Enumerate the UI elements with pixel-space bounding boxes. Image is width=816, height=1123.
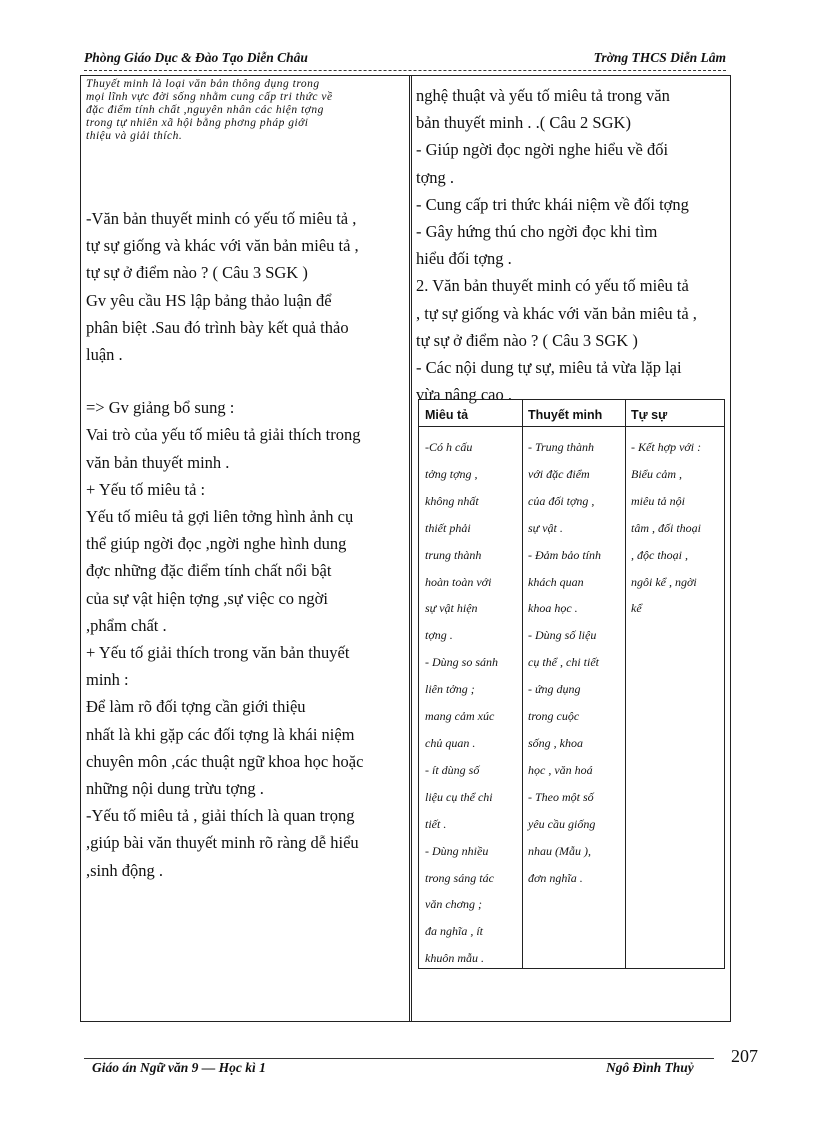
intro-line: trong tự nhiên xã hội bằng phơng pháp giới <box>86 117 309 129</box>
table-cell-line: liệu cụ thể chi <box>425 789 493 804</box>
text-line: đợc những đặc điểm tính chất nổi bật <box>86 561 332 581</box>
table-cell-line: với đặc điểm <box>528 466 590 481</box>
table-cell-line: - Đảm bảo tính <box>528 547 601 562</box>
table-cell-line: tợng . <box>425 628 453 643</box>
table-header-exposition: Thuyết minh <box>528 408 603 422</box>
table-cell-line: hoàn toàn với <box>425 574 492 589</box>
table-cell-line: chủ quan . <box>425 735 476 750</box>
table-cell-line: sự vật hiện <box>425 601 478 616</box>
table-cell-description <box>425 434 518 972</box>
footer-divider <box>84 1058 714 1059</box>
text-line: nhất là khi gặp các đối tợng là khái niệm <box>86 724 355 744</box>
table-header-cell <box>625 400 725 427</box>
text-line: Gv yêu cầu HS lập bảng thảo luận để <box>86 290 332 310</box>
text-line: ,sinh động . <box>86 860 164 880</box>
table-cell-line: khoa học . <box>528 601 578 616</box>
table-cell-exposition <box>528 434 621 891</box>
intro-line: mọi lĩnh vực đời sống nhằm cung cấp tri thức về <box>86 91 333 103</box>
table-cell-line: , độc thoại , <box>631 547 688 562</box>
table-cell-line: liên tởng ; <box>425 682 475 697</box>
text-line: -Yếu tố miêu tả , giải thích là quan trọng <box>86 806 355 826</box>
student-content-column <box>416 82 728 408</box>
comparison-table <box>418 399 725 969</box>
text-line: thể giúp ngời đọc ,ngời nghe hình dung <box>86 534 347 554</box>
table-cell-narrative <box>631 434 721 622</box>
table-cell-line: Biểu cảm , <box>631 466 682 481</box>
intro-line: đặc điểm tính chất ,nguyên nhân các hiện tợng <box>86 104 324 116</box>
intro-definition <box>86 78 404 143</box>
table-cell-line: tiết . <box>425 816 447 831</box>
column-divider <box>409 75 410 1022</box>
table-cell-line: sự vật . <box>528 520 563 535</box>
text-line: bản thuyết minh . .( Câu 2 SGK) <box>416 113 631 133</box>
table-cell-line: sống , khoa <box>528 735 583 750</box>
header-school-name: Trờng THCS Diễn Lâm <box>593 50 726 65</box>
table-cell-line: - Dùng số liệu <box>528 628 597 643</box>
table-cell-line: cụ thể , chi tiết <box>528 655 599 670</box>
text-line: của sự vật hiện tợng ,sự việc co ngời <box>86 588 328 608</box>
table-cell-line: không nhất <box>425 493 479 508</box>
table-cell-line: -Có h cấu <box>425 440 473 454</box>
text-line: Để làm rõ đối tợng cần giới thiệu <box>86 697 306 717</box>
text-line: phân biệt .Sau đó trình bày kết quả thảo <box>86 317 349 337</box>
text-line: hiểu đối tợng . <box>416 249 512 269</box>
table-cell-line: đơn nghĩa . <box>528 870 583 885</box>
teacher-explanation-block <box>86 394 404 884</box>
table-cell-line: miêu tả nội <box>631 493 685 508</box>
text-line: -Văn bản thuyết minh có yếu tố miêu tả , <box>86 209 357 228</box>
table-cell-line: thiết phải <box>425 520 471 535</box>
text-line: , tự sự giống và khác với văn bản miêu tả , <box>416 303 697 323</box>
teacher-activity-column <box>86 78 404 884</box>
text-line: - Gây hứng thú cho ngời đọc khi tìm <box>416 222 658 242</box>
text-line: những nội dung trừu tợng . <box>86 779 264 799</box>
text-line: vừa nâng cao . <box>416 385 512 405</box>
text-line: - Cung cấp tri thức khái niệm về đối tợng <box>416 194 689 214</box>
table-column-exposition <box>522 400 626 968</box>
footer-lesson-title: Giáo án Ngữ văn 9 — Học kì 1 <box>92 1060 266 1075</box>
text-line: tự sự ở điểm nào ? ( Câu 3 SGK ) <box>86 263 308 283</box>
page-number: 207 <box>731 1046 758 1066</box>
text-line: ,phẩm chất . <box>86 615 167 635</box>
text-line: Yếu tố miêu tả gợi liên tởng hình ảnh cụ <box>86 507 354 527</box>
text-line: ,giúp bài văn thuyết minh rõ ràng dễ hiểu <box>86 833 359 853</box>
table-cell-line: trung thành <box>425 547 482 562</box>
table-cell-line: văn chơng ; <box>425 897 483 912</box>
text-line: văn bản thuyết minh . <box>86 452 230 472</box>
text-line: minh : <box>86 670 129 690</box>
text-line: => Gv giảng bổ sung : <box>86 398 235 418</box>
text-line: chuyên môn ,các thuật ngữ khoa học hoặc <box>86 751 364 771</box>
table-cell-line: tâm , đối thoại <box>631 520 702 535</box>
text-line: nghệ thuật và yếu tố miêu tả trong văn <box>416 86 670 105</box>
header-school-office: Phòng Giáo Dục & Đào Tạo Diễn Châu <box>84 50 308 65</box>
table-cell-line: nhau (Mẫu ), <box>528 843 591 858</box>
table-cell-line: khách quan <box>528 574 584 589</box>
text-line: Vai trò của yếu tố miêu tả giải thích trong <box>86 425 361 445</box>
text-line: - Giúp ngời đọc ngời nghe hiểu về đối <box>416 140 669 160</box>
table-cell-line: kể <box>631 601 642 616</box>
table-header-narrative: Tự sự <box>631 408 668 422</box>
table-cell-line: trong sáng tác <box>425 870 494 885</box>
table-cell-line: của đối tợng , <box>528 493 595 508</box>
intro-line: Thuyết minh là loại văn bản thông dụng trong <box>86 78 320 90</box>
intro-line: thiệu và giải thích. <box>86 130 183 142</box>
text-line: luận . <box>86 345 123 365</box>
table-cell-line: học , văn hoá <box>528 762 593 777</box>
table-cell-line: - Dùng so sánh <box>425 655 499 670</box>
table-cell-line: yêu cầu giống <box>528 816 596 831</box>
table-column-narrative <box>625 400 725 968</box>
text-line: 2. Văn bản thuyết minh có yếu tố miêu tả <box>416 276 689 296</box>
table-cell-line: - Kết hợp với : <box>631 440 702 454</box>
table-cell-line: đa nghĩa , ít <box>425 924 484 939</box>
table-column-description <box>419 400 523 968</box>
text-line: - Các nội dung tự sự, miêu tả vừa lặp lại <box>416 358 682 378</box>
text-line: tự sự ở điểm nào ? ( Câu 3 SGK ) <box>416 330 638 350</box>
text-line: + Yếu tố miêu tả : <box>86 479 206 499</box>
table-cell-line: - ít dùng số <box>425 762 480 777</box>
table-cell-line: ngôi kể , ngời <box>631 574 697 589</box>
column-divider-inner <box>411 75 412 1022</box>
table-cell-line: mang cảm xúc <box>425 709 495 724</box>
table-header-description: Miêu tả <box>425 408 469 422</box>
table-cell-line: - Dùng nhiều <box>425 843 489 858</box>
page-header <box>84 50 726 68</box>
table-cell-line: - Theo một số <box>528 789 594 804</box>
table-cell-line: khuôn mẫu . <box>425 951 484 966</box>
table-header-cell <box>522 400 625 427</box>
table-cell-line: tởng tợng , <box>425 466 478 481</box>
table-cell-line: - ứng dụng <box>528 682 581 697</box>
table-cell-line: trong cuộc <box>528 709 580 724</box>
text-line: tợng . <box>416 167 455 187</box>
text-line: tự sự giống và khác với văn bản miêu tả , <box>86 236 359 256</box>
question-block <box>86 205 404 368</box>
text-line: + Yếu tố giải thích trong văn bản thuyết <box>86 643 350 663</box>
table-cell-line: - Trung thành <box>528 440 595 454</box>
table-header-cell <box>419 400 522 427</box>
footer-author: Ngô Đình Thuỷ <box>606 1060 694 1075</box>
